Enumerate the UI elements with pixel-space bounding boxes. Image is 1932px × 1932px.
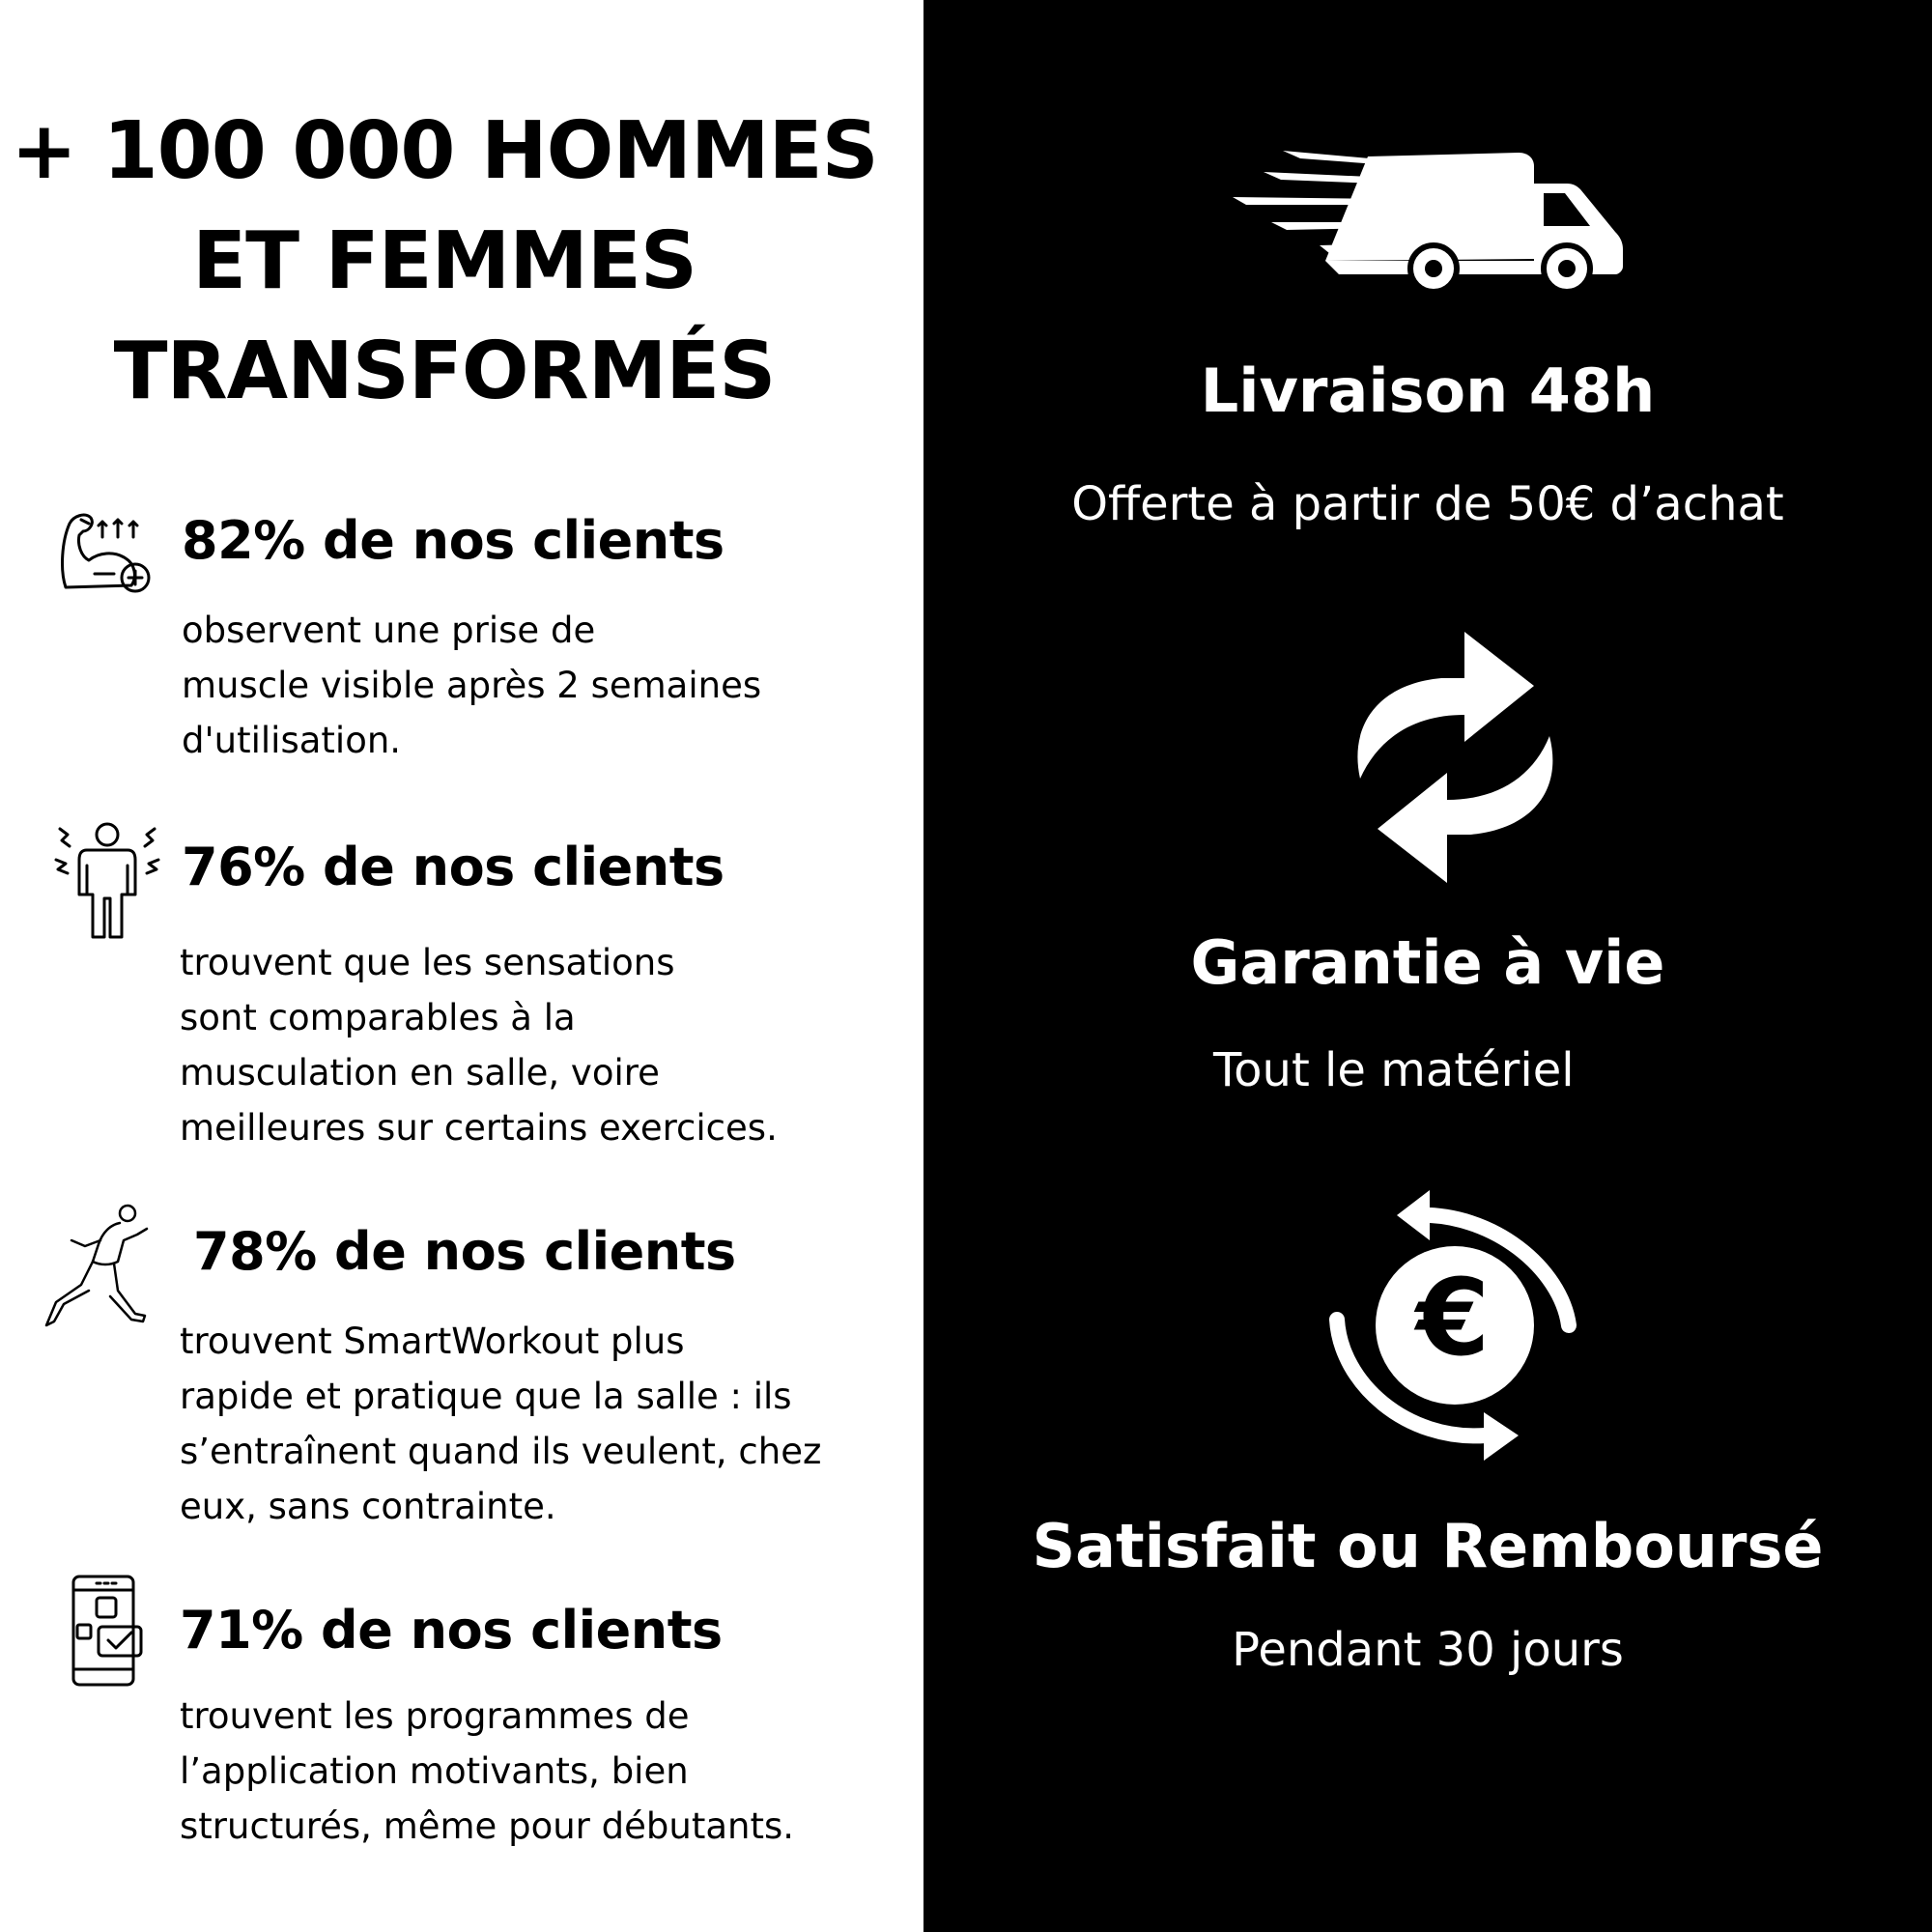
headline-line-2: ET FEMMES: [192, 215, 696, 307]
euro-refund-icon: [1329, 1182, 1580, 1466]
benefit-2-subtitle: Tout le matériel: [1213, 1043, 1575, 1097]
headline-line-1: + 100 000 HOMMES: [11, 105, 878, 197]
benefit-1-subtitle: Offerte à partir de 50€ d’achat: [1071, 477, 1784, 531]
stat-1-description: [182, 603, 761, 768]
stat-4-line-3: structurés, même pour débutants.: [180, 1805, 794, 1847]
stat-3-line-3: s’entraînent quand ils veulent, chez: [180, 1431, 822, 1472]
person-energy-icon: [54, 821, 160, 943]
stat-3-description: [180, 1314, 821, 1534]
stat-4-description: [180, 1689, 794, 1854]
stat-1-line-3: d'utilisation.: [182, 720, 402, 761]
stat-3-line-1: trouvent SmartWorkout plus: [180, 1321, 685, 1362]
flexed-arm-icon: [56, 502, 157, 599]
exchange-arrows-icon: [1349, 630, 1563, 885]
running-man-icon: [43, 1202, 158, 1331]
benefit-2-title: Garantie à vie: [1190, 927, 1665, 998]
stat-4-line-2: l’application motivants, bien: [180, 1750, 689, 1792]
benefit-1-title: Livraison 48h: [1200, 355, 1656, 426]
stat-4-line-1: trouvent les programmes de: [180, 1695, 690, 1737]
stat-3-title: 78% de nos clients: [193, 1221, 736, 1282]
stat-2-line-1: trouvent que les sensations: [180, 942, 675, 983]
delivery-truck-icon: [1233, 145, 1631, 296]
svg-text:€: €: [1415, 1256, 1491, 1379]
stat-4-title: 71% de nos clients: [180, 1600, 723, 1661]
stat-1-line-1: observent une prise de: [182, 610, 596, 651]
phone-app-icon: [70, 1573, 147, 1689]
stat-2-line-3: musculation en salle, voire: [180, 1052, 660, 1094]
stat-3-line-4: eux, sans contrainte.: [180, 1486, 556, 1527]
stat-2-title: 76% de nos clients: [182, 837, 724, 897]
benefit-3-subtitle: Pendant 30 jours: [1232, 1623, 1624, 1677]
stat-3-line-2: rapide et pratique que la salle : ils: [180, 1376, 792, 1417]
stat-2-line-2: sont comparables à la: [180, 997, 576, 1038]
headline: [0, 97, 889, 427]
stat-1-line-2: muscle visible après 2 semaines: [182, 665, 762, 706]
headline-line-3: TRANSFORMÉS: [113, 326, 776, 417]
benefit-3-title: Satisfait ou Remboursé: [1032, 1511, 1824, 1581]
stat-2-line-4: meilleures sur certains exercices.: [180, 1107, 778, 1149]
stat-2-description: [180, 935, 778, 1155]
stat-1-title: 82% de nos clients: [182, 510, 724, 571]
